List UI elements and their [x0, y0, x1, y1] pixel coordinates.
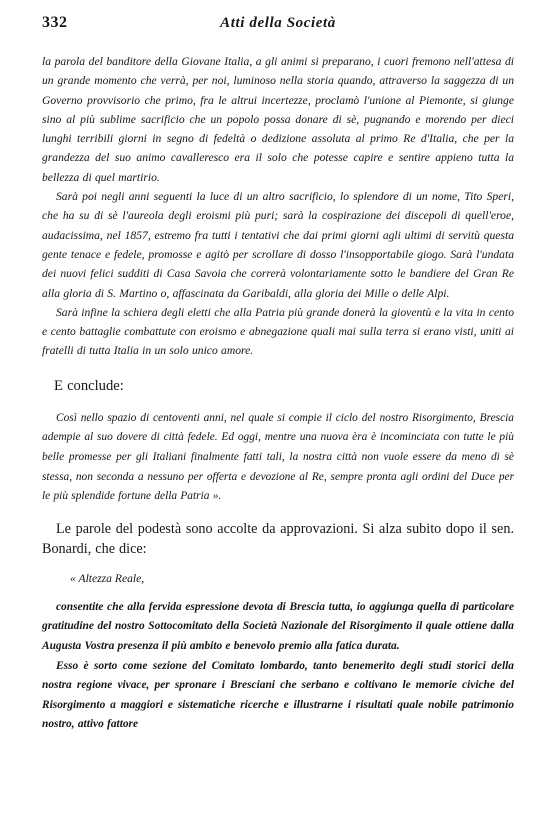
speech-salutation: « Altezza Reale,: [70, 571, 145, 585]
quote-paragraph: la parola del banditore della Giovane Italia, a gli animi si preparano, i cuori fremono nell'attesa di un grande momento che verrà, per noi, luminoso nella storia quando, attraverso la saggezza di un Governo provvisorio che primo, fra le altrui incertezze, proclamò l'unione al Piemonte, si giunge sino al più sublime sacrificio che un popolo possa donare di sè, pugnando e morendo per dieci lunghi terribili giorni in segno di fedeltà o dedizione assoluta al primo Re d'Italia, che per la grandezza del suo animo cavalleresco era il solo che potesse capire e sentire appieno tutta la bellezza di quel martirio.: [42, 55, 514, 184]
quote-paragraph: Così nello spazio di centoventi anni, nel quale si compie il ciclo del nostro Risorgimento, Brescia adempie al suo dovere di città fedele. Ed oggi, mentre una nuova èra è incominciata con tutte le più belle promesse per gli Italiani finalmente fatti tali, la nostra città non vuole essere da meno di sè stessa, non seconda a nessuno per offerta e devozione al Re, sempre pronta agli ordini del Duce per le più splendide fortune della Patria ».: [42, 411, 514, 503]
quote-paragraph: Esso è sorto come sezione del Comitato lombardo, tanto benemerito degli studi storici della nostra regione vivace, per spronare i Bresciani che serbano e coltivano le memorie civiche del Risorgimento a maggiori e sistematiche ricerche e illustrarne i risultati quale nobile patrimonio nostro, attivo fattore: [42, 659, 514, 731]
quoted-speech-block: [42, 52, 514, 361]
narrative-paragraph: E conclude:: [54, 377, 124, 394]
narrative-paragraph: Le parole del podestà sono accolte da approvazioni. Si alza subito dopo il sen. Bonardi, che dice:: [42, 520, 514, 557]
running-title: Atti della Società: [220, 15, 336, 31]
quote-paragraph: Sarà infine la schiera degli eletti che alla Patria più grande donerà la gioventù e la vita in cento e cento battaglie combattute con eroismo e abnegazione quali mai sulla terra si erano visti, uniti ai fratelli di tutta Italia in un solo unico amore.: [42, 305, 514, 358]
quote-paragraph: Sarà poi negli anni seguenti la luce di un altro sacrificio, lo splendore di un nome, Tito Speri, che ha su di sè l'aureola degli eroismi più puri; sarà la cospirazione dei discepoli di quell'eroe, audacissima, nel 1857, estremo fra tutti i tentativi che dai primi giorni agli ultimi di servitù questa gente tenace e fedele, promosse e agitò per scrollare di dosso l'insopportabile giogo. Sarà l'undata dei nuovi felici sudditi di Casa Savoia che correrà volontariamente sotto le bandiere del Gran Re alla gloria di S. Martino o, affascinata da Garibaldi, alla gloria dei Mille o delle Alpi.: [42, 190, 514, 300]
quote-paragraph: consentite che alla fervida espressione devota di Brescia tutta, io aggiunga quella di particolare gratitudine del nostro Sottocomitato della Società Nazionale del Risorgimento il quale ottiene dalla Augusta Vostra presenza il più ambito e benevolo premio alla fatica durata.: [42, 600, 514, 652]
running-head: [42, 14, 514, 40]
page-number: 332: [42, 14, 68, 31]
quoted-speech-block: [42, 409, 514, 507]
quoted-speech-block: [42, 598, 514, 735]
